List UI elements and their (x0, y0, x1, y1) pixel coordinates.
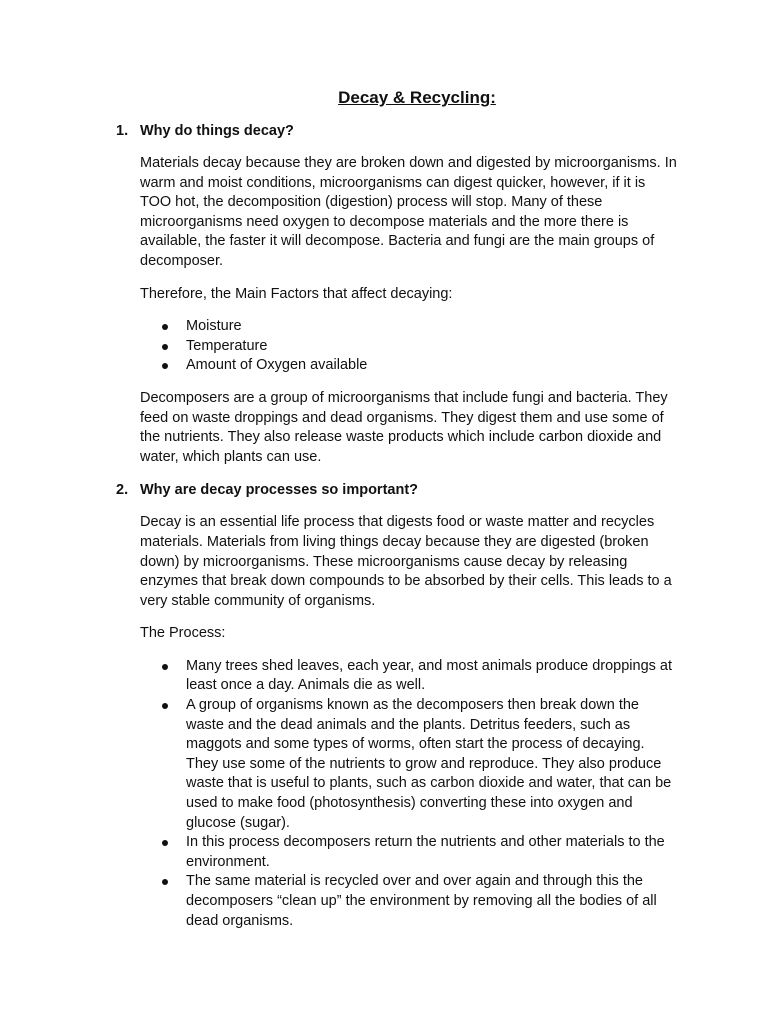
section-1-heading (116, 121, 678, 141)
bullet-icon (140, 657, 186, 696)
decomposers-paragraph: Decomposers are a group of microorganisms that include fungi and bacteria. They feed on waste droppings and dead organisms. They digest them and use some of the nutrients. They also release waste products which include carbon dioxide and water, which plants can use. (140, 389, 668, 465)
factors-lead: Therefore, the Main Factors that affect decaying: (140, 285, 453, 302)
list-item (140, 872, 678, 931)
process-step-text: The same material is recycled over and over again and through this the decomposers “clean up” the environment by removing all the bodies of all dead organisms. (186, 873, 657, 929)
list-item (140, 356, 678, 376)
factors-list (140, 317, 678, 376)
section-2-heading-text: Why are decay processes so important? (140, 482, 419, 499)
document-title: Decay & Recycling: (338, 88, 496, 107)
process-step-text: Many trees shed leaves, each year, and most animals produce droppings at least once a day. Animals die as well. (186, 657, 673, 694)
bullet-icon (140, 872, 186, 931)
section-2-intro: Decay is an essential life process that digests food or waste matter and recycles materials. Materials from living things decay because they are digested (broken down) by microorganisms. These microorganisms cause decay by releasing enzymes that break down compounds to be absorbed by their cells. This leads to a very stable community of organisms. (140, 514, 672, 609)
section-2-heading (116, 480, 678, 500)
factor-text: Amount of Oxygen available (186, 357, 368, 374)
process-list (140, 657, 678, 931)
process-step-text: In this process decomposers return the nutrients and other materials to the environment. (186, 834, 665, 870)
factor-text: Temperature (186, 337, 268, 354)
section-1-heading-text: Why do things decay? (140, 123, 294, 139)
list-item (140, 696, 678, 833)
list-item (140, 337, 678, 357)
section-2-number: 2. (116, 482, 129, 499)
bullet-icon (140, 833, 186, 872)
list-item (140, 317, 678, 337)
list-item (140, 657, 678, 696)
section-1-number: 1. (116, 123, 129, 139)
bullet-icon (140, 337, 186, 357)
bullet-icon (140, 696, 186, 833)
process-step-text: A group of organisms known as the decomposers then break down the waste and the dead animals and the plants. Detritus feeders, such as maggots and some types of worms, often start the process of decaying. They use some of the nutrients to grow and reproduce. They also produce waste that is useful to plants, such as carbon dioxide and water, that can be used to make food (photosynthesis) converting these into oxygen and glucose (sugar). (186, 697, 672, 831)
factor-text: Moisture (186, 318, 242, 335)
section-1-intro: Materials decay because they are broken down and digested by microorganisms. In warm and moist conditions, microorganisms can digest quicker, however, if it is TOO hot, the decomposition (digestion) process will stop. Many of these microorganisms need oxygen to decompose materials and the more there is available, the faster it will decompose. Bacteria and fungi are the main groups of decomposer. (140, 155, 677, 269)
list-item (140, 833, 678, 872)
bullet-icon (140, 317, 186, 337)
bullet-icon (140, 356, 186, 376)
process-lead: The Process: (140, 625, 226, 642)
